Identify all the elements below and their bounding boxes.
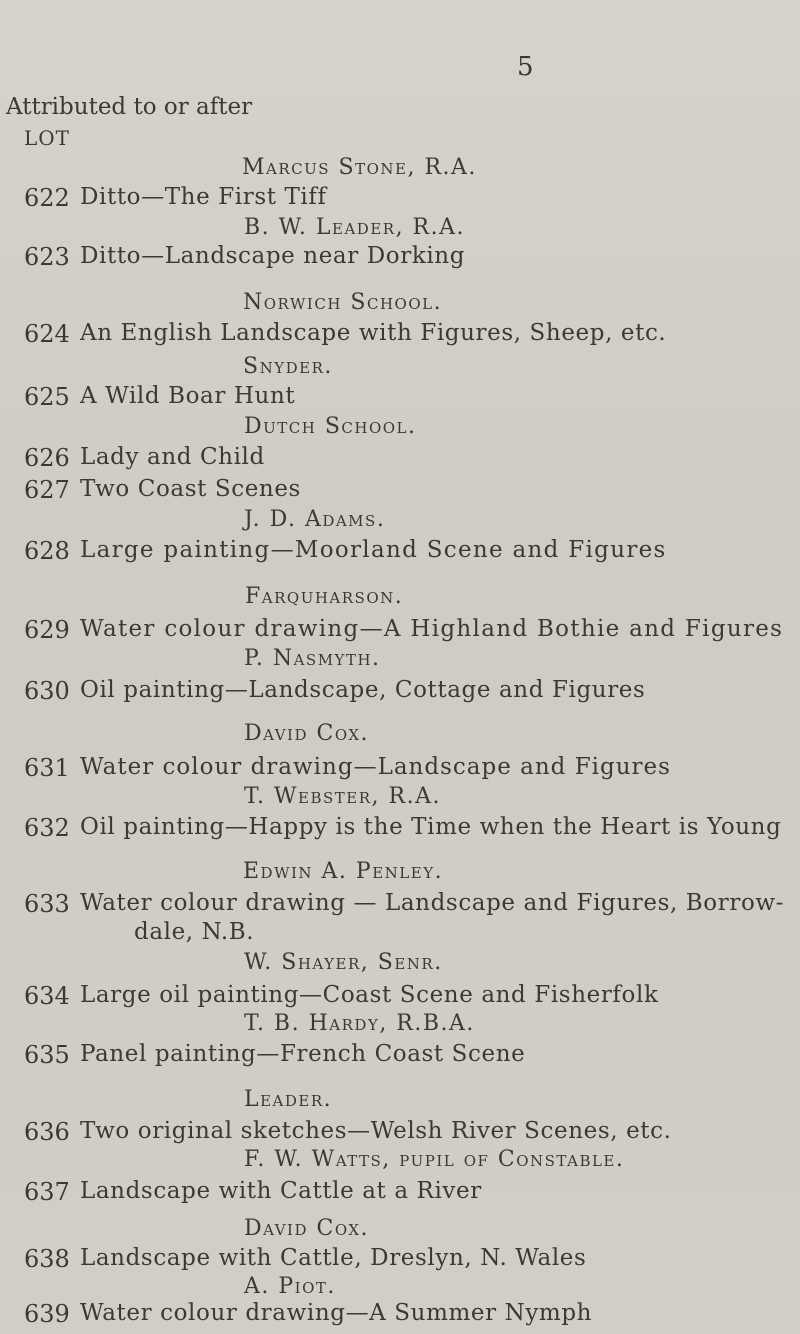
- lot-number: 636: [24, 1118, 70, 1147]
- lot-column-label: LOT: [24, 126, 71, 150]
- artist-name: J. D. Adams.: [244, 506, 386, 532]
- lot-title: Two Coast Scenes: [80, 475, 301, 502]
- lot-title: Oil painting—Happy is the Time when the Heart is Young: [80, 814, 782, 841]
- lot-number: 628: [24, 537, 70, 566]
- lot-title: Landscape with Cattle, Dreslyn, N. Wales: [80, 1245, 587, 1271]
- artist-name: B. W. Leader, R.A.: [244, 214, 465, 240]
- artist-name: Edwin A. Penley.: [243, 859, 444, 884]
- lot-title: Panel painting—French Coast Scene: [80, 1041, 526, 1068]
- artist-name: Farquharson.: [245, 583, 404, 609]
- lot-title: Lady and Child: [80, 444, 265, 471]
- page-number: 5: [517, 52, 535, 82]
- lot-number: 629: [24, 616, 70, 645]
- artist-name: T. B. Hardy, R.B.A.: [244, 1010, 475, 1036]
- lot-title-continuation: dale, N.B.: [134, 919, 255, 946]
- artist-name: T. Webster, R.A.: [244, 783, 441, 809]
- lot-title: Ditto—The First Tiff: [80, 183, 327, 210]
- lot-number: 635: [24, 1041, 70, 1070]
- lot-number: 626: [24, 444, 70, 473]
- artist-name: Snyder.: [243, 354, 333, 380]
- artist-name: F. W. Watts, pupil of Constable.: [244, 1147, 625, 1173]
- lot-title: Ditto—Landscape near Dorking: [80, 243, 466, 270]
- lot-number: 625: [24, 382, 70, 411]
- artist-name: Dutch School.: [244, 413, 417, 439]
- section-heading: Attributed to or after: [6, 94, 253, 120]
- lot-title: Large oil painting—Coast Scene and Fisherfolk: [80, 981, 659, 1008]
- artist-name: Marcus Stone, R.A.: [242, 155, 477, 180]
- lot-number: 622: [24, 183, 70, 212]
- lot-number: 630: [24, 676, 70, 705]
- artist-name: Norwich School.: [243, 289, 443, 315]
- lot-number: 638: [24, 1245, 70, 1273]
- lot-number: 634: [24, 981, 70, 1010]
- artist-name: David Cox.: [244, 721, 370, 747]
- lot-number: 639: [24, 1300, 70, 1328]
- lot-title: Water colour drawing—A Highland Bothie and Figures: [80, 616, 784, 643]
- lot-title: Large painting—Moorland Scene and Figures: [80, 537, 667, 564]
- lot-number: 627: [24, 475, 70, 504]
- lot-number: 631: [24, 753, 70, 782]
- lot-number: 632: [24, 814, 70, 843]
- lot-number: 633: [24, 889, 70, 918]
- lot-title: Landscape with Cattle at a River: [80, 1178, 482, 1204]
- artist-name: David Cox.: [244, 1216, 370, 1241]
- lot-number: 623: [24, 243, 70, 272]
- lot-title: Water colour drawing — Landscape and Figures, Borrow-: [80, 889, 785, 916]
- lot-title: A Wild Boar Hunt: [80, 382, 296, 409]
- artist-name: A. Piot.: [244, 1274, 336, 1299]
- artist-name: Leader.: [244, 1086, 333, 1112]
- lot-title: Water colour drawing—A Summer Nymph: [80, 1300, 593, 1326]
- lot-title: Two original sketches—Welsh River Scenes, etc.: [80, 1118, 672, 1145]
- lot-number: 637: [24, 1178, 70, 1206]
- lot-title: Water colour drawing—Landscape and Figures: [80, 753, 671, 780]
- artist-name: W. Shayer, Senr.: [244, 950, 443, 976]
- lot-number: 624: [24, 319, 70, 348]
- lot-title: Oil painting—Landscape, Cottage and Figures: [80, 676, 646, 703]
- lot-title: An English Landscape with Figures, Sheep, etc.: [80, 319, 667, 346]
- artist-name: P. Nasmyth.: [244, 646, 381, 672]
